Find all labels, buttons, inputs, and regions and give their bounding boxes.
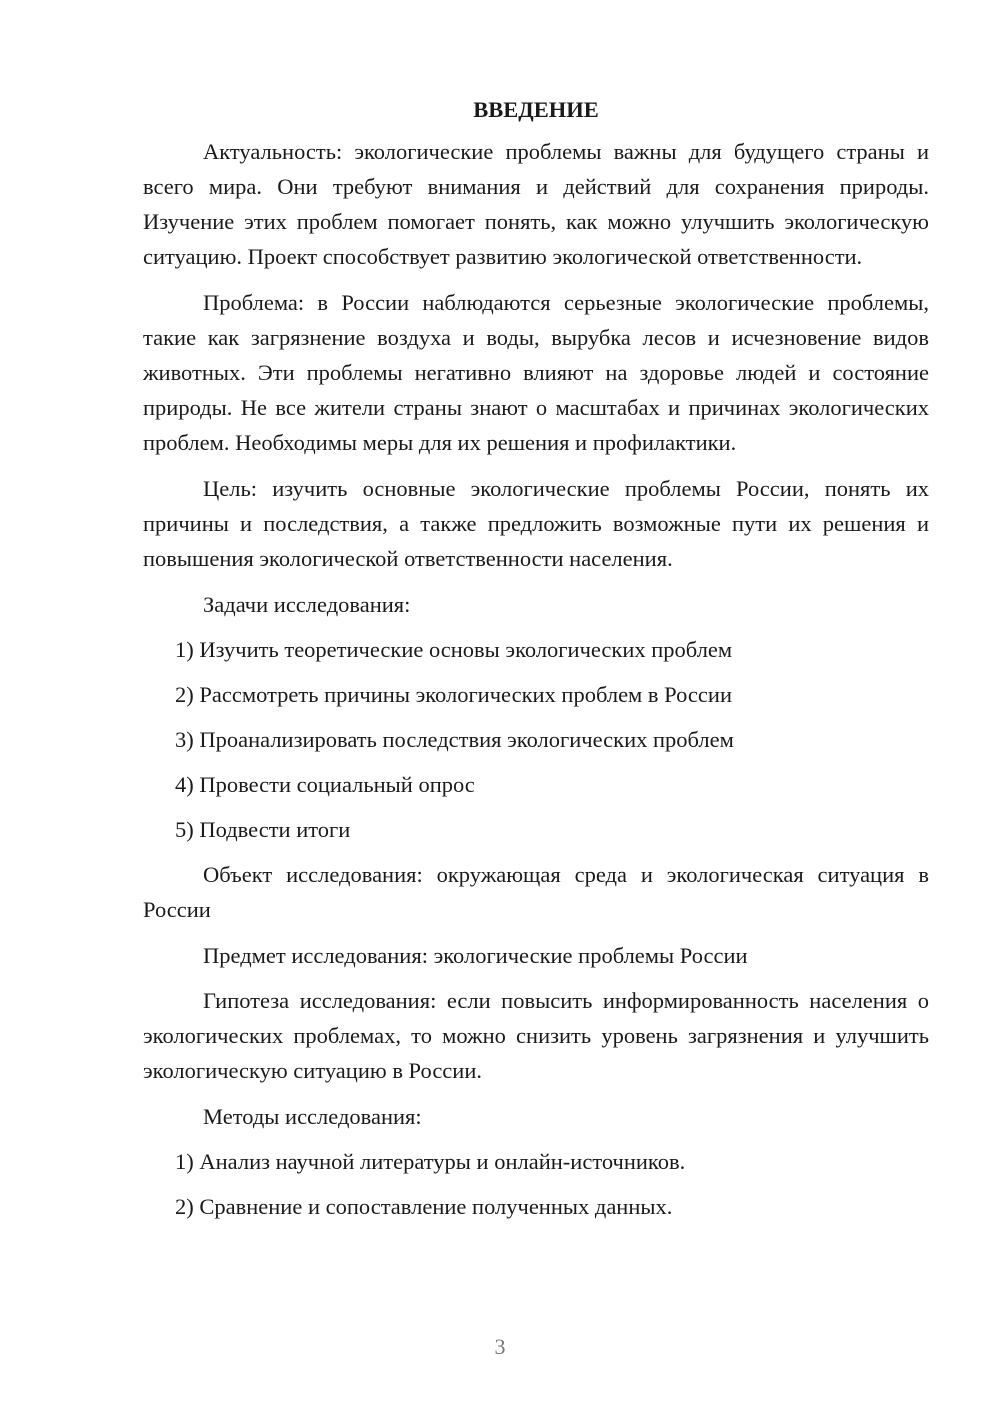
tasks-list <box>143 632 929 847</box>
method-item: 1) Анализ научной литературы и онлайн-источников. <box>175 1149 686 1174</box>
task-item: 5) Подвести итоги <box>175 817 351 842</box>
goal-paragraph: Цель: изучить основные экологические проблемы России, понять их причины и последствия, а также предложить возможные пути их решения и повышения экологической ответственности населения. <box>143 476 929 571</box>
method-item: 2) Сравнение и сопоставление полученных данных. <box>175 1194 673 1219</box>
relevance-paragraph: Актуальность: экологические проблемы важны для будущего страны и всего мира. Они требуют внимания и действий для сохранения природы. Изучение этих проблем помогает понять, как можно улучшить экологическую ситуацию. Проект способствует развитию экологической ответственности. <box>143 139 929 269</box>
task-item: 4) Провести социальный опрос <box>175 772 475 797</box>
page-number: 3 <box>494 1334 506 1359</box>
problem-paragraph: Проблема: в России наблюдаются серьезные экологические проблемы, такие как загрязнение воздуха и воды, вырубка лесов и исчезновение видов животных. Эти проблемы негативно влияют на здоровье людей и состояние природы. Не все жители страны знают о масштабах и причинах экологических проблем. Необходимы меры для их решения и профилактики. <box>143 290 929 455</box>
document-page <box>143 94 929 1234</box>
methods-list <box>143 1144 929 1224</box>
task-item: 1) Изучить теоретические основы экологических проблем <box>175 637 733 662</box>
hypothesis-paragraph: Гипотеза исследования: если повысить информированность населения о экологических проблемах, то можно снизить уровень загрязнения и улучшить экологическую ситуацию в России. <box>143 988 929 1083</box>
methods-heading: Методы исследования: <box>203 1104 422 1129</box>
section-title: ВВЕДЕНИЕ <box>473 97 599 122</box>
subject-paragraph: Предмет исследования: экологические проблемы России <box>203 943 748 968</box>
task-item: 3) Проанализировать последствия экологических проблем <box>175 727 734 752</box>
object-paragraph: Объект исследования: окружающая среда и экологическая ситуация в России <box>143 862 929 922</box>
tasks-heading: Задачи исследования: <box>203 592 411 617</box>
task-item: 2) Рассмотреть причины экологических проблем в России <box>175 682 732 707</box>
